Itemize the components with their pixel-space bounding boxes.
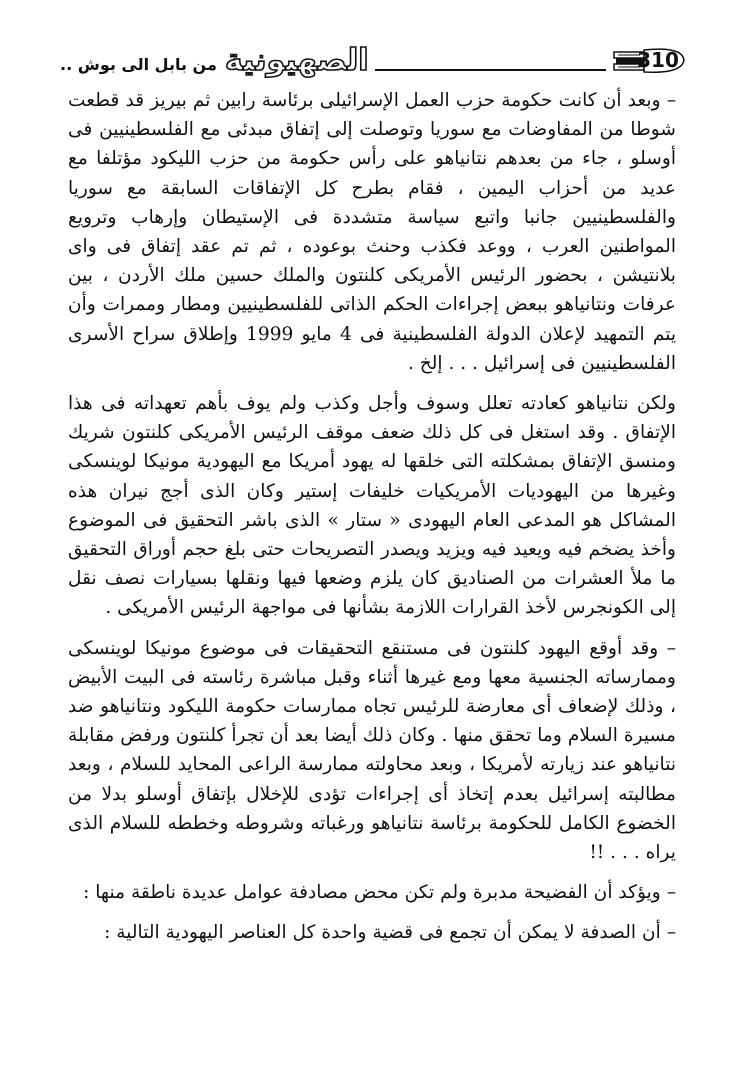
paragraph: – وقد أوقع اليهود كلنتون فى مستنقع التحقيقات فى موضوع مونيكا لوينسكى وممارساته الجنسية معها ومع غيرها أثناء وقبل مباشرة رئاسته فى البيت الأبيض ، وذلك لإضعاف أى معارضة للرئيس تجاه ممارسات حكومة الليكود ونتانياهو ضد مسيرة السلام وما تحقق منها . وكان ذلك أيضا بعد أن تجرأ كلنتون ورفض مقابلة نتانياهو عند زيارته لأمريكا ، وبعد محاولته ممارسة الراعى المحايد للسلام ، وبعد مطالبته إسرائيل بعدم إتخاذ أى إجراءات تؤدى للإخلال بإتفاق أوسلو بدلا من الخضوع الكامل للحكومة برئاسة نتانياهو ورغباته وشروطه وخططه للسلام الذى يراه . . . !! bbox=[68, 637, 676, 864]
page-body bbox=[68, 86, 676, 959]
header-rule bbox=[375, 69, 606, 71]
paragraph: ولكن نتانياهو كعادته تعلل وسوف وأجل وكذب ولم يوف بأهم تعهداته فى هذا الإتفاق . وقد استغل فى كل ذلك ضعف موقف الرئيس الأمريكى كلنتون شريك ومنسق الإتفاق بمشكلته التى خلقها له يهود أمريكا مع اليهودية مونيكا لوينسكى وغيرها من اليهوديات الأمريكيات خليفات إستير وكان الذى أجج نيران هذه المشاكل هو المدعى العام اليهودى « ستار » الذى باشر التحقيق فى الموضوع وأخذ يضخم فيه ويعيد فيه ويزيد ويصدر التصريحات حتى بلغ حجم أوراق التحقيق ما ملأ العشرات من الصناديق كان يلزم وضعها فيها ونقلها بسيارات نصف نقل إلى الكونجرس لأخذ القرارات اللازمة بشأنها فى مواجهة الرئيس الأمريكى . bbox=[68, 393, 676, 619]
paragraph: – وبعد أن كانت حكومة حزب العمل الإسرائيلى برئاسة رابين ثم بيريز قد قطعت شوطا من المفاوضات مع سوريا وتوصلت إلى إتفاق مبدئى مع الفلسطينيين فى أوسلو ، جاء من بعدهم نتانياهو على رأس حكومة من حزب الليكود مؤتلفا مع عديد من أحزاب اليمين ، فقام بطرح كل الإتفاقات السابقة مع سوريا والفلسطينيين جانبا واتبع سياسة متشددة فى الإستيطان وإرهاب وترويع المواطنين العرب ، ووعد فكذب وحنث بوعوده ، ثم تم عقد إتفاق فى واى بلانتيشن ، بحضور الرئيس الأمريكى كلنتون والملك حسين ملك الأردن ، بين عرفات ونتانياهو ببعض إجراءات الحكم الذاتى للفلسطينيين ومطار وممرات وأن يتم التمهيد لإعلان الدولة الفلسطينية فى 4 مايو 1999 وإطلاق سراح الأسرى الفلسطينيين فى إسرائيل . . . إلخ . bbox=[68, 90, 677, 374]
book-subtitle: .. من بابل الى بوش bbox=[60, 54, 217, 74]
page-number-badge bbox=[612, 42, 686, 78]
page-header bbox=[60, 38, 686, 82]
book-title: الصهيونية bbox=[224, 42, 369, 78]
header-titles bbox=[60, 43, 369, 78]
page-number: 310 bbox=[637, 48, 679, 72]
paragraph: – أن الصدفة لا يمكن أن تجمع فى قضية واحدة كل العناصر اليهودية التالية : bbox=[104, 922, 676, 944]
paragraph: – ويؤكد أن الفضيحة مدبرة ولم تكن محض مصادفة عوامل عديدة ناطقة منها : bbox=[83, 882, 676, 904]
